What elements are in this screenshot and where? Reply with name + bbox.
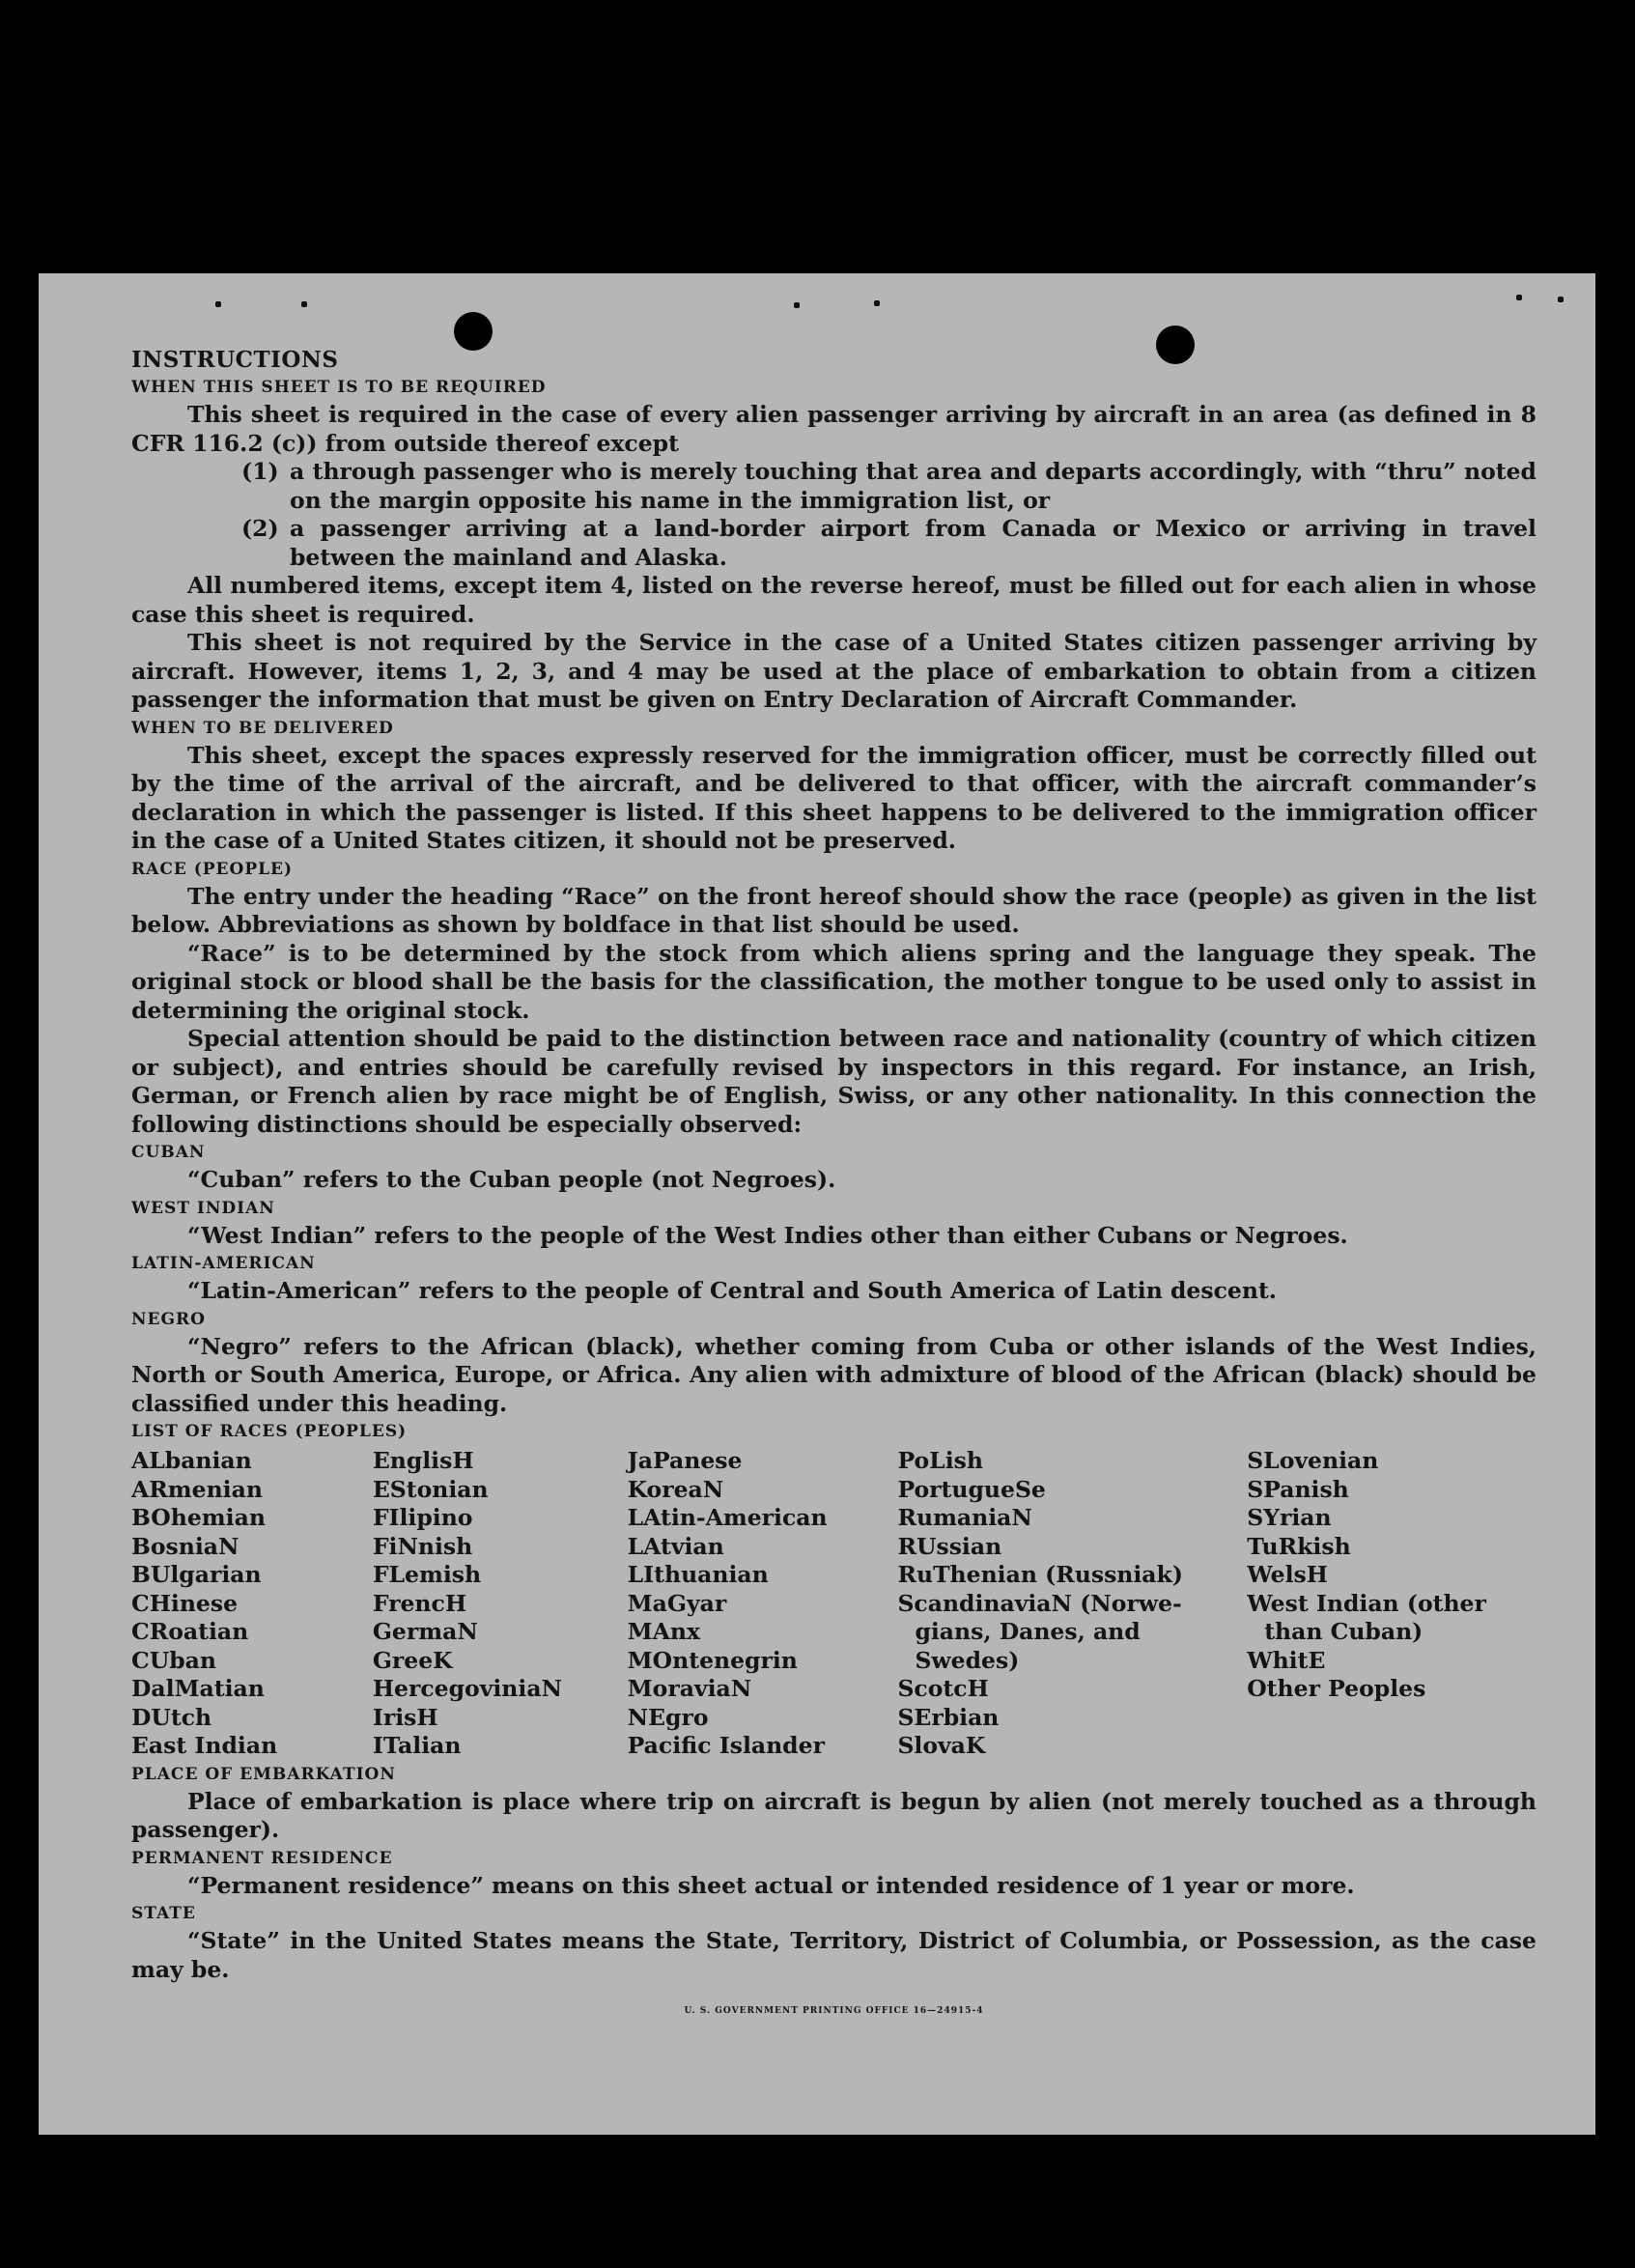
race-entry: DalMatian bbox=[131, 1675, 265, 1702]
paragraph: “Cuban” refers to the Cuban people (not Negroes). bbox=[187, 1166, 836, 1193]
speck bbox=[1516, 295, 1522, 300]
section-heading-state: STATE bbox=[131, 1904, 196, 1923]
race-entry: WelsH bbox=[1247, 1561, 1328, 1588]
section-heading-race: RACE (PEOPLE) bbox=[131, 859, 294, 879]
race-entry: Pacific Islander bbox=[627, 1732, 825, 1759]
race-entry: SPanish bbox=[1247, 1475, 1349, 1503]
race-entry: CRoatian bbox=[131, 1618, 249, 1645]
races-column bbox=[131, 1447, 373, 1761]
race-entry: FrencH bbox=[372, 1589, 467, 1617]
item-number: (1) bbox=[241, 458, 279, 485]
section-heading-list-of-races: LIST OF RACES (PEOPLES) bbox=[131, 1422, 408, 1441]
paragraph: “Permanent residence” means on this sheet actual or intended residence of 1 year or more. bbox=[187, 1871, 1355, 1899]
race-entry: FIlipino bbox=[372, 1504, 473, 1531]
race-entry: TuRkish bbox=[1247, 1532, 1351, 1560]
race-entry: BUlgarian bbox=[131, 1561, 262, 1588]
race-entry: ScotcH bbox=[897, 1675, 989, 1702]
races-column bbox=[897, 1447, 1247, 1761]
item-number: (2) bbox=[241, 515, 279, 542]
race-entry-continuation: gians, Danes, and bbox=[915, 1618, 1141, 1645]
race-entry: MOntenegrin bbox=[627, 1646, 798, 1674]
race-entry: LIthuanian bbox=[627, 1561, 769, 1588]
race-entry: East Indian bbox=[131, 1732, 278, 1759]
race-entry: BOhemian bbox=[131, 1504, 266, 1531]
races-column bbox=[1247, 1447, 1536, 1761]
speck bbox=[301, 301, 307, 307]
section-heading-when-delivered: WHEN TO BE DELIVERED bbox=[131, 718, 394, 738]
paragraph: All numbered items, except item 4, listed on the reverse hereof, must be filled out for each alien in whose case this sheet is required. bbox=[131, 572, 1536, 628]
paragraph: “Race” is to be determined by the stock from which aliens spring and the language they speak. The original stock or blood shall be the basis for the classification, the mother tongue to be used only to assist in determining the original stock. bbox=[131, 939, 1536, 1024]
race-entry: NEgro bbox=[627, 1703, 709, 1731]
race-entry-continuation: Swedes) bbox=[915, 1646, 1020, 1674]
race-entry: Other Peoples bbox=[1247, 1675, 1426, 1702]
race-entry: GreeK bbox=[372, 1646, 453, 1674]
race-entry: LAtin-American bbox=[627, 1504, 828, 1531]
speck bbox=[1558, 297, 1564, 302]
race-entry: PortugueSe bbox=[897, 1475, 1046, 1503]
paragraph: “Negro” refers to the African (black), whether coming from Cuba or other islands of the West Indies, North or South America, Europe, or Africa. Any alien with admixture of blood of the African (black) should be classified under this heading. bbox=[131, 1332, 1536, 1417]
list-item bbox=[131, 515, 1536, 572]
list-item bbox=[131, 458, 1536, 515]
race-entry: PoLish bbox=[897, 1447, 983, 1474]
race-entry: MoraviaN bbox=[627, 1675, 752, 1702]
section-heading-residence: PERMANENT RESIDENCE bbox=[131, 1848, 393, 1868]
paragraph: “West Indian” refers to the people of the West Indies other than either Cubans or Negroes. bbox=[187, 1221, 1348, 1249]
races-column bbox=[373, 1447, 628, 1761]
section-heading-cuban: CUBAN bbox=[131, 1143, 206, 1162]
races-column bbox=[628, 1447, 898, 1761]
race-entry: CHinese bbox=[131, 1589, 239, 1617]
race-entry: SlovaK bbox=[897, 1732, 986, 1759]
paragraph: This sheet is not required by the Service in the case of a United States citizen passenger arriving by aircraft. However, items 1, 2, 3, and 4 may be used at the place of embarkation to obtain from a citizen passenger the information that must be given on Entry Declaration of Aircraft Commander. bbox=[131, 629, 1536, 713]
race-entry: IrisH bbox=[372, 1703, 438, 1731]
race-entry: WhitE bbox=[1247, 1646, 1326, 1674]
item-text: a passenger arriving at a land-border airport from Canada or Mexico or arriving in travel between the mainland and Alaska. bbox=[290, 515, 1536, 571]
race-entry: CUban bbox=[131, 1646, 216, 1674]
page-title: INSTRUCTIONS bbox=[131, 347, 339, 373]
paragraph: This sheet is required in the case of every alien passenger arriving by aircraft in an area (as defined in 8 CFR 116.2 (c)) from outside thereof except bbox=[131, 401, 1536, 457]
race-entry: EnglisH bbox=[372, 1447, 474, 1474]
race-entry-continuation: than Cuban) bbox=[1264, 1618, 1424, 1645]
race-entry: JaPanese bbox=[627, 1447, 743, 1474]
paragraph: Special attention should be paid to the distinction between race and nationality (country of which citizen or subject), and entries should be carefully revised by inspectors in this regard. For instance, an Irish, German, or French alien by race might be of English, Swiss, or any other nationality. In this connection the following distinctions should be especially observed: bbox=[131, 1025, 1536, 1138]
race-entry: RuThenian (Russniak) bbox=[897, 1561, 1183, 1588]
section-heading-latin-american: LATIN-AMERICAN bbox=[131, 1254, 316, 1273]
race-entry: LAtvian bbox=[627, 1532, 724, 1560]
paragraph: “Latin-American” refers to the people of Central and South America of Latin descent. bbox=[187, 1277, 1277, 1304]
paragraph: The entry under the heading “Race” on the front hereof should show the race (people) as given in the list below. Abbreviations as shown by boldface in that list should be used. bbox=[131, 882, 1536, 938]
race-entry: DUtch bbox=[131, 1703, 212, 1731]
race-entry: MAnx bbox=[627, 1618, 700, 1645]
section-heading-negro: NEGRO bbox=[131, 1309, 206, 1329]
section-heading-when-required: WHEN THIS SHEET IS TO BE REQUIRED bbox=[131, 378, 547, 397]
paragraph: This sheet, except the spaces expressly reserved for the immigration officer, must be correctly filled out by the time of the arrival of the aircraft, and be delivered to that officer, with the aircraft commander’s declaration in which the passenger is listed. If this sheet happens to be delivered to the immigration officer in the case of a United States citizen, it should not be preserved. bbox=[131, 741, 1536, 854]
race-entry: SLovenian bbox=[1247, 1447, 1379, 1474]
race-entry: EStonian bbox=[372, 1475, 489, 1503]
race-entry: RumaniaN bbox=[897, 1504, 1032, 1531]
item-text: a through passenger who is merely touching that area and departs accordingly, with “thru” noted on the margin opposite his name in the immigration list, or bbox=[290, 458, 1536, 514]
paragraph: “State” in the United States means the State, Territory, District of Columbia, or Possession, as the case may be. bbox=[131, 1927, 1536, 1983]
punch-hole-left bbox=[454, 312, 493, 351]
race-entry: KoreaN bbox=[627, 1475, 724, 1503]
race-entry: GermaN bbox=[372, 1618, 478, 1645]
paragraph: Place of embarkation is place where trip on aircraft is begun by alien (not merely touched as a through passenger). bbox=[131, 1787, 1536, 1843]
race-entry: ITalian bbox=[372, 1732, 462, 1759]
race-entry: ARmenian bbox=[131, 1475, 263, 1503]
speck bbox=[794, 302, 800, 308]
instructions-body bbox=[131, 347, 1536, 2027]
race-entry: ScandinaviaN (Norwe- bbox=[897, 1589, 1182, 1617]
race-entry: SErbian bbox=[897, 1703, 1000, 1731]
race-entry: BosniaN bbox=[131, 1532, 240, 1560]
race-entry: FLemish bbox=[372, 1561, 482, 1588]
race-entry: MaGyar bbox=[627, 1589, 727, 1617]
speck bbox=[874, 300, 880, 306]
race-entry: ALbanian bbox=[131, 1447, 252, 1474]
races-list bbox=[131, 1447, 1536, 1761]
race-entry: West Indian (other bbox=[1247, 1589, 1486, 1617]
speck bbox=[215, 301, 221, 307]
race-entry: SYrian bbox=[1247, 1504, 1332, 1531]
section-heading-embarkation: PLACE OF EMBARKATION bbox=[131, 1764, 396, 1784]
printing-office-imprint: U. S. GOVERNMENT PRINTING OFFICE 16—24915-4 bbox=[684, 2006, 984, 2016]
race-entry: HercegovinіaN bbox=[372, 1675, 563, 1702]
section-heading-west-indian: WEST INDIAN bbox=[131, 1198, 275, 1218]
document-sheet bbox=[39, 273, 1595, 2135]
race-entry: FiNnish bbox=[372, 1532, 473, 1560]
race-entry: RUssian bbox=[897, 1532, 1002, 1560]
